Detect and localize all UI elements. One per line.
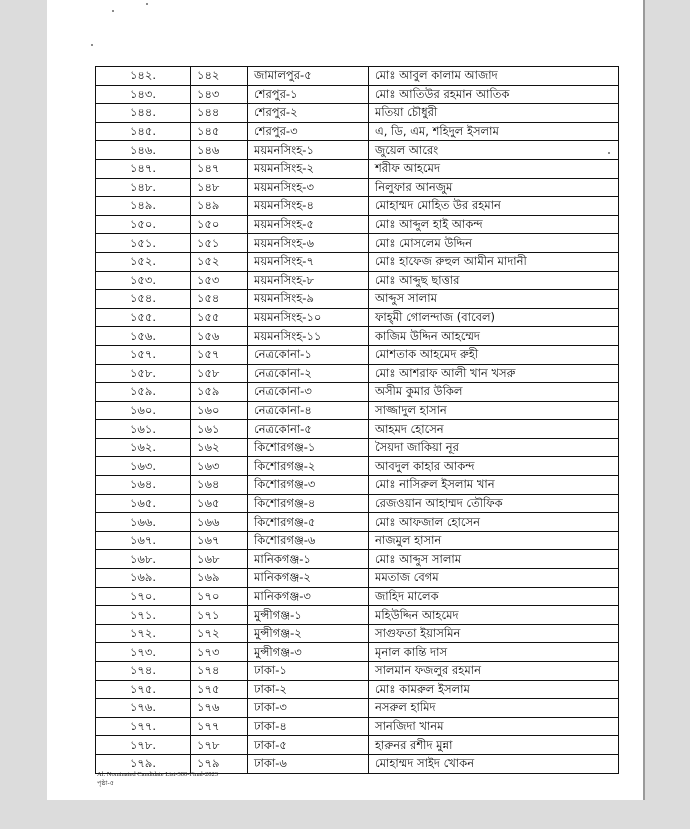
- serial-cell: ১৬৪.: [96, 476, 191, 495]
- candidate-name-cell: মোঃ আতিউর রহমান আতিক: [369, 85, 619, 104]
- serial-cell: ১৭০.: [96, 587, 191, 606]
- constituency-number-cell: ১৪৩: [191, 85, 248, 104]
- table-row: [96, 587, 619, 606]
- page-edge-shadow: [643, 0, 645, 800]
- table-row: [96, 327, 619, 346]
- table-row: [96, 345, 619, 364]
- serial-cell: ১৫০.: [96, 215, 191, 234]
- table-row: [96, 494, 619, 513]
- table-row: [96, 736, 619, 755]
- constituency-number-cell: ১৭৬: [191, 699, 248, 718]
- constituency-name-cell: ময়মনসিংহ-৭: [248, 252, 369, 271]
- constituency-number-cell: ১৭৭: [191, 717, 248, 736]
- constituency-name-cell: ময়মনসিংহ-৮: [248, 271, 369, 290]
- table-row: [96, 271, 619, 290]
- constituency-name-cell: ঢাকা-৬: [248, 754, 369, 773]
- constituency-name-cell: নেত্রকোনা-৫: [248, 420, 369, 439]
- candidate-name-cell: মোঃ আব্দুস সালাম: [369, 550, 619, 569]
- candidate-name-cell: মহিউদ্দিন আহমেদ: [369, 606, 619, 625]
- candidate-name-cell: জুয়েল আরেং: [369, 141, 619, 160]
- candidate-table-body: [96, 67, 619, 774]
- candidate-name-cell: জাহিদ মালেক: [369, 587, 619, 606]
- candidate-name-cell: মোঃ নাসিরুল ইসলাম খান: [369, 476, 619, 495]
- constituency-number-cell: ১৪৬: [191, 141, 248, 160]
- serial-cell: ১৭৬.: [96, 699, 191, 718]
- constituency-number-cell: ১৫৪: [191, 290, 248, 309]
- constituency-number-cell: ১৭৮: [191, 736, 248, 755]
- serial-cell: ১৫৫.: [96, 308, 191, 327]
- serial-cell: ১৫১.: [96, 234, 191, 253]
- candidate-name-cell: মোঃ আশরাফ আলী খান খসরু: [369, 364, 619, 383]
- serial-cell: ১৫৩.: [96, 271, 191, 290]
- constituency-number-cell: ১৫২: [191, 252, 248, 271]
- table-row: [96, 606, 619, 625]
- table-row: [96, 197, 619, 216]
- table-row: [96, 290, 619, 309]
- constituency-number-cell: ১৬০: [191, 401, 248, 420]
- constituency-name-cell: ময়মনসিংহ-১০: [248, 308, 369, 327]
- table-row: [96, 104, 619, 123]
- serial-cell: ১৬৯.: [96, 569, 191, 588]
- constituency-number-cell: ১৭৩: [191, 643, 248, 662]
- constituency-name-cell: মানিকগঞ্জ-৩: [248, 587, 369, 606]
- constituency-name-cell: নেত্রকোনা-৪: [248, 401, 369, 420]
- table-row: [96, 85, 619, 104]
- candidate-name-cell: নাজমুল হাসান: [369, 531, 619, 550]
- constituency-number-cell: ১৪৪: [191, 104, 248, 123]
- constituency-name-cell: ময়মনসিংহ-১১: [248, 327, 369, 346]
- serial-cell: ১৭৫.: [96, 680, 191, 699]
- table-row: [96, 531, 619, 550]
- constituency-number-cell: ১৪৭: [191, 159, 248, 178]
- table-row: [96, 178, 619, 197]
- constituency-name-cell: ময়মনসিংহ-৪: [248, 197, 369, 216]
- constituency-name-cell: ঢাকা-৪: [248, 717, 369, 736]
- serial-cell: ১৬৮.: [96, 550, 191, 569]
- constituency-number-cell: ১৫৩: [191, 271, 248, 290]
- constituency-number-cell: ১৭৫: [191, 680, 248, 699]
- constituency-name-cell: ময়মনসিংহ-১: [248, 141, 369, 160]
- constituency-name-cell: ঢাকা-২: [248, 680, 369, 699]
- constituency-number-cell: ১৬১: [191, 420, 248, 439]
- table-row: [96, 234, 619, 253]
- serial-cell: ১৭৪.: [96, 662, 191, 681]
- serial-cell: ১৭৩.: [96, 643, 191, 662]
- candidate-name-cell: মোহাম্মদ মোহিত উর রহমান: [369, 197, 619, 216]
- candidate-name-cell: মৃনাল কান্তি দাস: [369, 643, 619, 662]
- constituency-name-cell: মানিকগঞ্জ-১: [248, 550, 369, 569]
- candidate-name-cell: হারুনর রশীদ মুন্না: [369, 736, 619, 755]
- table-row: [96, 438, 619, 457]
- constituency-number-cell: ১৫৯: [191, 383, 248, 402]
- candidate-name-cell: মোঃ আবুল কালাম আজাদ: [369, 67, 619, 86]
- candidate-name-cell: সানজিদা খানম: [369, 717, 619, 736]
- serial-cell: ১৫৪.: [96, 290, 191, 309]
- candidate-name-cell: মোশতাক আহমেদ রুহী: [369, 345, 619, 364]
- serial-cell: ১৬০.: [96, 401, 191, 420]
- constituency-name-cell: মুন্সীগঞ্জ-১: [248, 606, 369, 625]
- constituency-name-cell: ময়মনসিংহ-৯: [248, 290, 369, 309]
- footer-page-number: পৃষ্ঠা-৫: [97, 780, 114, 787]
- serial-cell: ১৪৯.: [96, 197, 191, 216]
- constituency-name-cell: শেরপুর-১: [248, 85, 369, 104]
- table-row: [96, 364, 619, 383]
- constituency-name-cell: নেত্রকোনা-২: [248, 364, 369, 383]
- candidate-name-cell: শরীফ আহমেদ: [369, 159, 619, 178]
- table-row: [96, 420, 619, 439]
- candidate-name-cell: সালমান ফজলুর রহমান: [369, 662, 619, 681]
- table-row: [96, 141, 619, 160]
- constituency-name-cell: শেরপুর-২: [248, 104, 369, 123]
- table-row: [96, 401, 619, 420]
- constituency-name-cell: নেত্রকোনা-১: [248, 345, 369, 364]
- serial-cell: ১৬৩.: [96, 457, 191, 476]
- table-row: [96, 308, 619, 327]
- serial-cell: ১৪৪.: [96, 104, 191, 123]
- constituency-number-cell: ১৬৮: [191, 550, 248, 569]
- table-row: [96, 550, 619, 569]
- serial-cell: ১৭৭.: [96, 717, 191, 736]
- constituency-name-cell: ঢাকা-৫: [248, 736, 369, 755]
- constituency-number-cell: ১৫৭: [191, 345, 248, 364]
- scan-speck: [146, 3, 148, 5]
- constituency-name-cell: কিশোরগঞ্জ-৫: [248, 513, 369, 532]
- candidate-name-cell: মোঃ কামরুল ইসলাম: [369, 680, 619, 699]
- constituency-name-cell: মানিকগঞ্জ-২: [248, 569, 369, 588]
- constituency-number-cell: ১৫৮: [191, 364, 248, 383]
- table-row: [96, 680, 619, 699]
- constituency-number-cell: ১৬২: [191, 438, 248, 457]
- candidate-name-cell: মোঃ মোসলেম উদ্দিন: [369, 234, 619, 253]
- constituency-name-cell: কিশোরগঞ্জ-৩: [248, 476, 369, 495]
- constituency-number-cell: ১৬৬: [191, 513, 248, 532]
- candidate-name-cell: রেজওয়ান আহাম্মদ তৌফিক: [369, 494, 619, 513]
- table-row: [96, 476, 619, 495]
- table-row: [96, 569, 619, 588]
- candidate-name-cell: ফাহ্‌মী গোলন্দাজ (বাবেল): [369, 308, 619, 327]
- candidate-name-cell: আবদুল কাহার আকন্দ: [369, 457, 619, 476]
- constituency-name-cell: কিশোরগঞ্জ-৬: [248, 531, 369, 550]
- serial-cell: ১৭২.: [96, 624, 191, 643]
- constituency-number-cell: ১৬৭: [191, 531, 248, 550]
- constituency-number-cell: ১৫১: [191, 234, 248, 253]
- scan-speck: [91, 44, 93, 46]
- constituency-number-cell: ১৪২: [191, 67, 248, 86]
- candidate-name-cell: এ, ডি, এম, শহিদুল ইসলাম: [369, 122, 619, 141]
- candidate-name-cell: কাজিম উদ্দিন আহম্মেদ: [369, 327, 619, 346]
- constituency-number-cell: ১৬৩: [191, 457, 248, 476]
- table-row: [96, 122, 619, 141]
- table-row: [96, 457, 619, 476]
- candidate-name-cell: সাগুফতা ইয়াসমিন: [369, 624, 619, 643]
- table-row: [96, 383, 619, 402]
- constituency-name-cell: ময়মনসিংহ-৩: [248, 178, 369, 197]
- constituency-number-cell: ১৭০: [191, 587, 248, 606]
- serial-cell: ১৫২.: [96, 252, 191, 271]
- serial-cell: ১৭৮.: [96, 736, 191, 755]
- constituency-name-cell: কিশোরগঞ্জ-১: [248, 438, 369, 457]
- constituency-name-cell: কিশোরগঞ্জ-২: [248, 457, 369, 476]
- table-row: [96, 643, 619, 662]
- serial-cell: ১৪৭.: [96, 159, 191, 178]
- serial-cell: ১৪৫.: [96, 122, 191, 141]
- candidate-name-cell: মতিয়া চৌধুরী: [369, 104, 619, 123]
- serial-cell: ১৭১.: [96, 606, 191, 625]
- candidate-name-cell: সৈয়দা জাকিয়া নূর: [369, 438, 619, 457]
- serial-cell: ১৫৯.: [96, 383, 191, 402]
- table-row: [96, 67, 619, 86]
- candidate-name-cell: আব্দুস সালাম: [369, 290, 619, 309]
- constituency-name-cell: জামালপুর-৫: [248, 67, 369, 86]
- table-row: [96, 513, 619, 532]
- candidate-table: [95, 66, 619, 774]
- table-row: [96, 159, 619, 178]
- serial-cell: ১৫৮.: [96, 364, 191, 383]
- constituency-number-cell: ১৭২: [191, 624, 248, 643]
- constituency-name-cell: ময়মনসিংহ-৫: [248, 215, 369, 234]
- constituency-number-cell: ১৭৪: [191, 662, 248, 681]
- constituency-number-cell: ১৬৯: [191, 569, 248, 588]
- constituency-number-cell: ১৪৯: [191, 197, 248, 216]
- constituency-number-cell: ১৫৫: [191, 308, 248, 327]
- constituency-name-cell: মুন্সীগঞ্জ-৩: [248, 643, 369, 662]
- serial-cell: ১৬২.: [96, 438, 191, 457]
- footer-filename: Al. Nominated Candidate List-300-Final-2023: [97, 771, 218, 778]
- constituency-number-cell: ১৭৯: [191, 754, 248, 773]
- constituency-name-cell: ময়মনসিংহ-২: [248, 159, 369, 178]
- candidate-name-cell: নিলুফার আনজুম: [369, 178, 619, 197]
- constituency-number-cell: ১৪৮: [191, 178, 248, 197]
- candidate-name-cell: অসীম কুমার উকিল: [369, 383, 619, 402]
- constituency-name-cell: কিশোরগঞ্জ-৪: [248, 494, 369, 513]
- serial-cell: ১৭৯.: [96, 754, 191, 773]
- constituency-name-cell: ময়মনসিংহ-৬: [248, 234, 369, 253]
- scan-speck: [112, 10, 114, 12]
- table-row: [96, 699, 619, 718]
- serial-cell: ১৬১.: [96, 420, 191, 439]
- constituency-name-cell: নেত্রকোনা-৩: [248, 383, 369, 402]
- candidate-name-cell: সাজ্জাদুল হাসান: [369, 401, 619, 420]
- table-row: [96, 717, 619, 736]
- serial-cell: ১৪৬.: [96, 141, 191, 160]
- candidate-name-cell: নসরুল হামিদ: [369, 699, 619, 718]
- constituency-number-cell: ১৭১: [191, 606, 248, 625]
- serial-cell: ১৬৫.: [96, 494, 191, 513]
- table-row: [96, 662, 619, 681]
- constituency-name-cell: মুন্সীগঞ্জ-২: [248, 624, 369, 643]
- serial-cell: ১৫৬.: [96, 327, 191, 346]
- table-row: [96, 215, 619, 234]
- serial-cell: ১৬৬.: [96, 513, 191, 532]
- constituency-number-cell: ১৫৬: [191, 327, 248, 346]
- serial-cell: ১৫৭.: [96, 345, 191, 364]
- constituency-name-cell: শেরপুর-৩: [248, 122, 369, 141]
- candidate-name-cell: মোঃ হাফেজ রুহুল আমীন মাদানী: [369, 252, 619, 271]
- constituency-number-cell: ১৫০: [191, 215, 248, 234]
- candidate-name-cell: মোঃ আব্দুল হাই আকন্দ: [369, 215, 619, 234]
- constituency-number-cell: ১৬৫: [191, 494, 248, 513]
- candidate-name-cell: আহমদ হোসেন: [369, 420, 619, 439]
- serial-cell: ১৬৭.: [96, 531, 191, 550]
- serial-cell: ১৪২.: [96, 67, 191, 86]
- table-row: [96, 252, 619, 271]
- table-row: [96, 624, 619, 643]
- page-footer: [97, 770, 218, 788]
- candidate-name-cell: মোঃ আব্দুছ ছাত্তার: [369, 271, 619, 290]
- constituency-number-cell: ১৪৫: [191, 122, 248, 141]
- candidate-name-cell: মমতাজ বেগম: [369, 569, 619, 588]
- serial-cell: ১৪৩.: [96, 85, 191, 104]
- constituency-name-cell: ঢাকা-৩: [248, 699, 369, 718]
- constituency-number-cell: ১৬৪: [191, 476, 248, 495]
- candidate-name-cell: মোহাম্মদ সাইদ খোকন: [369, 754, 619, 773]
- candidate-name-cell: মোঃ আফজাল হোসেন: [369, 513, 619, 532]
- serial-cell: ১৪৮.: [96, 178, 191, 197]
- constituency-name-cell: ঢাকা-১: [248, 662, 369, 681]
